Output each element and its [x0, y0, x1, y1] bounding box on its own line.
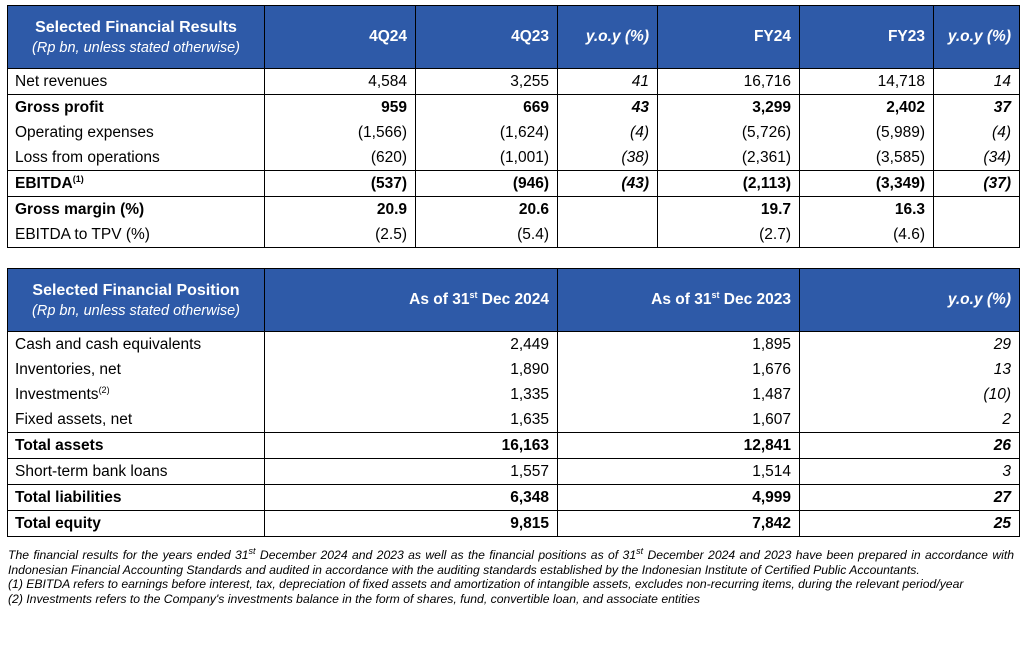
position-cell: (10) — [800, 382, 1020, 407]
position-cell: 2 — [800, 407, 1020, 433]
col-header-yoy-quarter: y.o.y (%) — [558, 6, 658, 69]
results-cell: (5,989) — [800, 120, 934, 145]
results-cell: 16.3 — [800, 197, 934, 223]
results-cell: 3,299 — [658, 95, 800, 121]
position-row-label: Investments$^{(2)}$ — [8, 382, 265, 407]
results-cell: (34) — [934, 145, 1020, 171]
results-row-label: Loss from operations — [8, 145, 265, 171]
position-header-row — [8, 269, 1020, 332]
results-cell: (2.7) — [658, 222, 800, 248]
results-cell: (4.6) — [800, 222, 934, 248]
position-row-label: Inventories, net — [8, 357, 265, 382]
position-cell: 1,514 — [558, 459, 800, 485]
position-row — [8, 332, 1020, 358]
position-row-label: Total assets — [8, 433, 265, 459]
position-cell: 16,163 — [265, 433, 558, 459]
results-cell: (5.4) — [416, 222, 558, 248]
results-row-label: EBITDA to TPV (%) — [8, 222, 265, 248]
results-cell: 20.6 — [416, 197, 558, 223]
results-cell: (4) — [934, 120, 1020, 145]
position-row-label: Total liabilities — [8, 485, 265, 511]
col-header-dec-2023: As of 31st Dec 2023 — [558, 269, 800, 332]
col-header-yoy-position: y.o.y (%) — [800, 269, 1020, 332]
position-cell: 1,895 — [558, 332, 800, 358]
results-cell: (3,585) — [800, 145, 934, 171]
results-cell — [558, 222, 658, 248]
results-title: Selected Financial Results — [35, 18, 237, 36]
results-row — [8, 69, 1020, 95]
col-header-fy24: FY24 — [658, 6, 800, 69]
results-row-label: Gross margin (%) — [8, 197, 265, 223]
results-cell: (1,566) — [265, 120, 416, 145]
results-cell: (620) — [265, 145, 416, 171]
position-row — [8, 511, 1020, 537]
results-header-row — [8, 6, 1020, 69]
results-cell: (946) — [416, 171, 558, 197]
results-cell: (2.5) — [265, 222, 416, 248]
position-cell: 1,557 — [265, 459, 558, 485]
results-cell: (5,726) — [658, 120, 800, 145]
position-cell: 1,607 — [558, 407, 800, 433]
results-cell: 16,716 — [658, 69, 800, 95]
position-cell: 12,841 — [558, 433, 800, 459]
position-cell: 26 — [800, 433, 1020, 459]
results-cell: 43 — [558, 95, 658, 121]
results-subtitle: (Rp bn, unless stated otherwise) — [32, 39, 240, 56]
col-header-4q23: 4Q23 — [416, 6, 558, 69]
results-cell: 959 — [265, 95, 416, 121]
financial-position-table — [7, 268, 1020, 537]
position-row-label: Short-term bank loans — [8, 459, 265, 485]
results-cell: (3,349) — [800, 171, 934, 197]
footnote-audit: The financial results for the years ended 31st December 2024 and 2023 as well as the financial positions as of 31st December 2024 and 2023 have been prepared in accordance with Indonesian Financial Accounting Standards and audited in accordance with the auditing standards established by the Indonesian Institute of Certified Public Accountants. — [8, 545, 1014, 577]
results-row-label: Gross profit — [8, 95, 265, 121]
position-cell: 29 — [800, 332, 1020, 358]
results-cell: (1,624) — [416, 120, 558, 145]
position-cell: 1,335 — [265, 382, 558, 407]
results-row-label: Operating expenses — [8, 120, 265, 145]
col-header-4q24: 4Q24 — [265, 6, 416, 69]
position-cell: 1,676 — [558, 357, 800, 382]
results-cell: 14 — [934, 69, 1020, 95]
position-row — [8, 459, 1020, 485]
results-row — [8, 222, 1020, 248]
results-row — [8, 95, 1020, 121]
results-cell: 19.7 — [658, 197, 800, 223]
position-row — [8, 382, 1020, 407]
results-cell: (2,113) — [658, 171, 800, 197]
results-cell — [558, 197, 658, 223]
results-cell: 3,255 — [416, 69, 558, 95]
position-subtitle: (Rp bn, unless stated otherwise) — [32, 302, 240, 319]
results-row — [8, 145, 1020, 171]
footnotes — [8, 545, 1014, 606]
col-header-fy23: FY23 — [800, 6, 934, 69]
results-cell: (38) — [558, 145, 658, 171]
col-header-yoy-year: y.o.y (%) — [934, 6, 1020, 69]
footnote-ebitda: (1) EBITDA refers to earnings before interest, tax, depreciation of fixed assets and amortization of intangible assets, excludes non-recurring items, during the relevant period/year — [8, 577, 964, 591]
results-row — [8, 171, 1020, 197]
results-cell: (2,361) — [658, 145, 800, 171]
position-cell: 1,487 — [558, 382, 800, 407]
position-cell: 2,449 — [265, 332, 558, 358]
position-row-label: Total equity — [8, 511, 265, 537]
col-header-dec-2024: As of 31st Dec 2024 — [265, 269, 558, 332]
results-cell: (37) — [934, 171, 1020, 197]
results-cell: 20.9 — [265, 197, 416, 223]
position-cell: 13 — [800, 357, 1020, 382]
results-cell: (537) — [265, 171, 416, 197]
position-cell: 7,842 — [558, 511, 800, 537]
position-row — [8, 433, 1020, 459]
position-cell: 4,999 — [558, 485, 800, 511]
results-cell — [934, 222, 1020, 248]
results-cell: (43) — [558, 171, 658, 197]
position-cell: 27 — [800, 485, 1020, 511]
position-row — [8, 357, 1020, 382]
position-title: Selected Financial Position — [32, 281, 240, 299]
results-row — [8, 120, 1020, 145]
position-cell: 1,890 — [265, 357, 558, 382]
results-cell: (4) — [558, 120, 658, 145]
position-cell: 9,815 — [265, 511, 558, 537]
position-cell: 1,635 — [265, 407, 558, 433]
position-row — [8, 485, 1020, 511]
position-row-label: Fixed assets, net — [8, 407, 265, 433]
results-cell: 14,718 — [800, 69, 934, 95]
results-cell: 41 — [558, 69, 658, 95]
results-cell — [934, 197, 1020, 223]
results-row-label: EBITDA$^{(1)}$ — [8, 171, 265, 197]
position-title-cell — [8, 269, 265, 332]
results-row — [8, 197, 1020, 223]
results-cell: 669 — [416, 95, 558, 121]
position-cell: 6,348 — [265, 485, 558, 511]
position-cell: 25 — [800, 511, 1020, 537]
results-cell: 4,584 — [265, 69, 416, 95]
results-title-cell — [8, 6, 265, 69]
position-cell: 3 — [800, 459, 1020, 485]
results-cell: 37 — [934, 95, 1020, 121]
results-cell: (1,001) — [416, 145, 558, 171]
results-cell: 2,402 — [800, 95, 934, 121]
footnote-investments: (2) Investments refers to the Company's investments balance in the form of shares, fund, convertible loan, and associate entities — [8, 591, 700, 606]
results-row-label: Net revenues — [8, 69, 265, 95]
financial-results-table — [7, 5, 1020, 248]
position-row-label: Cash and cash equivalents — [8, 332, 265, 358]
position-row — [8, 407, 1020, 433]
